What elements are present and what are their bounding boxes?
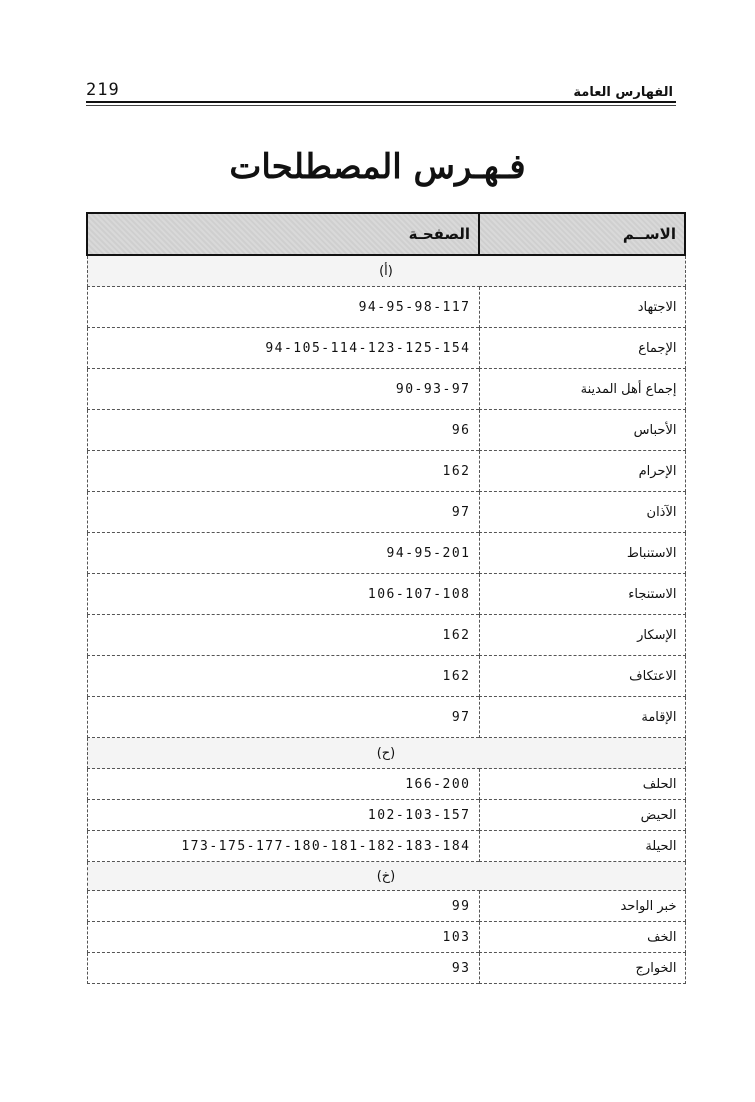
term-cell: الاستنباط [479,533,685,574]
pages-cell: 93 [87,953,479,984]
table-row [87,451,685,492]
table-row [87,287,685,328]
pages-cell: 99 [87,891,479,922]
table-row [87,574,685,615]
term-cell: الآذان [479,492,685,533]
term-cell: الاجتهاد [479,287,685,328]
term-cell: الحيلة [479,831,685,862]
pages-cell: 173-175-177-180-181-182-183-184 [87,831,479,862]
table-row [87,697,685,738]
page-number: 219 [86,80,120,100]
section-letter: (ح) [87,738,685,769]
table-row [87,369,685,410]
pages-cell: 162 [87,615,479,656]
table-row [87,922,685,953]
pages-cell: 166-200 [87,769,479,800]
table-row [87,492,685,533]
table-row [87,615,685,656]
term-cell: الحلف [479,769,685,800]
table-row [87,328,685,369]
running-head: الفهارس العامة [573,85,673,100]
pages-cell: 97 [87,697,479,738]
term-cell: الخف [479,922,685,953]
term-cell: خبر الواحد [479,891,685,922]
term-cell: الأحباس [479,410,685,451]
page-title: فـهـرس المصطلحات [229,147,526,187]
header-rule [86,101,676,103]
section-header-ha [87,738,685,769]
term-cell: الإسكار [479,615,685,656]
table-row [87,891,685,922]
terms-index-table [86,212,686,984]
table-row [87,769,685,800]
table-row [87,953,685,984]
column-header-page: الصفحـة [87,213,479,255]
table-row [87,800,685,831]
pages-cell: 96 [87,410,479,451]
term-cell: الحيض [479,800,685,831]
section-letter: (خ) [87,862,685,891]
section-header-alif [87,255,685,287]
term-cell: الاستنجاء [479,574,685,615]
header-rule-thin [86,105,676,106]
pages-cell: 94-105-114-123-125-154 [87,328,479,369]
pages-cell: 106-107-108 [87,574,479,615]
pages-cell: 162 [87,656,479,697]
table-row [87,533,685,574]
pages-cell: 90-93-97 [87,369,479,410]
column-header-name: الاســم [479,213,685,255]
term-cell: الاعتكاف [479,656,685,697]
term-cell: الخوارج [479,953,685,984]
pages-cell: 162 [87,451,479,492]
pages-cell: 102-103-157 [87,800,479,831]
pages-cell: 103 [87,922,479,953]
table-row [87,656,685,697]
table-header-row [87,213,685,255]
section-letter: (أ) [87,255,685,287]
term-cell: الإحرام [479,451,685,492]
pages-cell: 94-95-201 [87,533,479,574]
table-row [87,831,685,862]
term-cell: الإجماع [479,328,685,369]
term-cell: الإقامة [479,697,685,738]
pages-cell: 94-95-98-117 [87,287,479,328]
term-cell: إجماع أهل المدينة [479,369,685,410]
pages-cell: 97 [87,492,479,533]
table-row [87,410,685,451]
section-header-kha [87,862,685,891]
